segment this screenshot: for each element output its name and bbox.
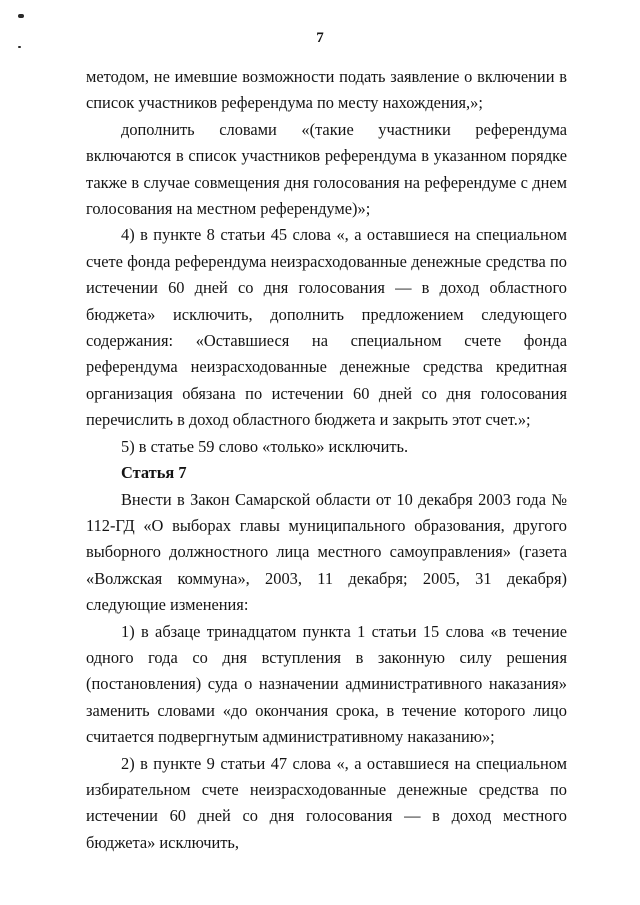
paragraph: 4) в пункте 8 статьи 45 слова «, а оставшиеся на специальном счете фонда референдума неизрасходованные денежные средства по истечении 60 дней со дня голосования — в доход областного бюджета» исключить, дополнить предложением следующего содержания: «Оставшиеся на специальном счете фонда референдума неизрасходованные денежные средства кредитная организация обязана по истечении 60 дней со дня голосования перечислить в доход областного бюджета и закрыть этот счет.»; [86, 225, 567, 430]
paragraph: Внести в Закон Самарской области от 10 декабря 2003 года № 112-ГД «О выборах главы муниципального образования, другого выборного должностного лица местного самоуправления» (газета «Волжская коммуна», 2003, 11 декабря; 2005, 31 декабря) следующие изменения: [86, 489, 567, 615]
paragraph: дополнить словами «(такие участники референдума включаются в список участников референдума в указанном порядке также в случае совмещения дня голосования на референдуме с днем голосования на местном референдуме)»; [86, 119, 567, 219]
document-body [86, 64, 567, 856]
page-number: 7 [316, 30, 324, 46]
paragraph: 1) в абзаце тринадцатом пункта 1 статьи 15 слова «в течение одного года со дня вступления в законную силу решения (постановления) суда о назначении административного наказания» заменить словами «до окончания срока, в течение которого лицо считается подвергнутым административному наказанию»; [86, 621, 567, 747]
paragraph: методом, не имевшие возможности подать заявление о включении в список участников референдума по месту нахождения,»; [86, 67, 567, 113]
paragraph: 2) в пункте 9 статьи 47 слова «, а оставшиеся на специальном избирательном счете неизрасходованные денежные средства по истечении 60 дней со дня голосования — в доход местного бюджета» исключить, [86, 753, 567, 852]
paragraph: 5) в статье 59 слово «только» исключить. [121, 436, 409, 456]
scan-mark [18, 14, 24, 18]
article-heading: Статья 7 [121, 463, 187, 483]
